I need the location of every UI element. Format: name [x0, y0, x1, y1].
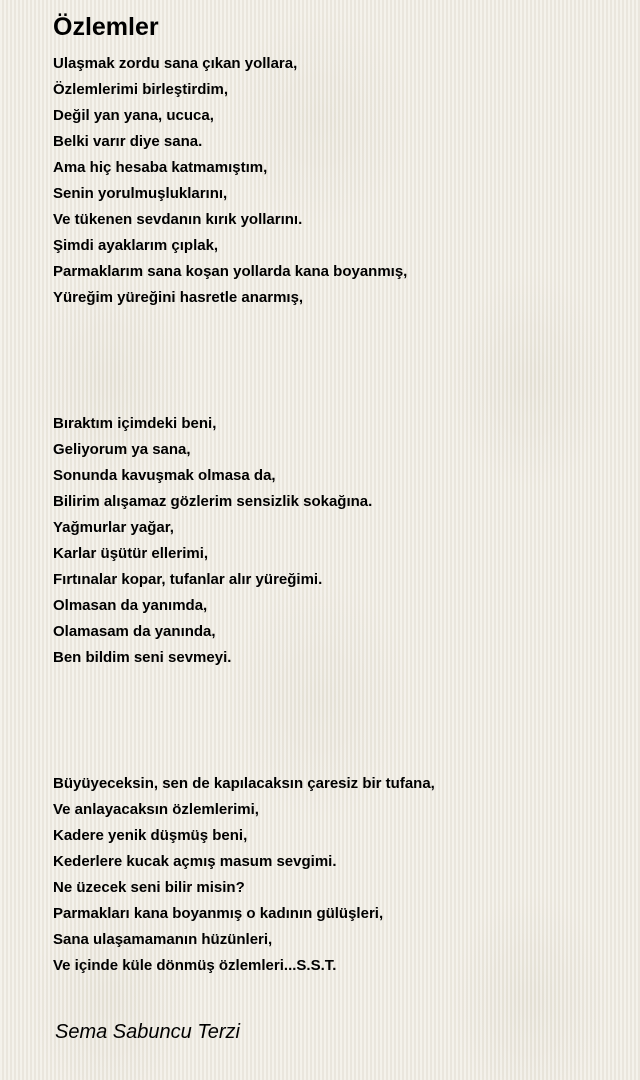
poem-line: Olmasan da yanımda, [53, 597, 208, 614]
poem-line: Şimdi ayaklarım çıplak, [53, 237, 219, 254]
poem-line: Özlemlerimi birleştirdim, [53, 81, 229, 98]
poem-line: Ve içinde küle dönmüş özlemleri...S.S.T. [53, 957, 337, 974]
poem-line: Bilirim alışamaz gözlerim sensizlik sokağına. [53, 493, 373, 510]
poem-line: Olamasam da yanında, [53, 623, 216, 640]
poem-line: Kadere yenik düşmüş beni, [53, 827, 248, 844]
poem-line: Karlar üşütür ellerimi, [53, 545, 209, 562]
poem-line: Değil yan yana, ucuca, [53, 107, 214, 124]
poem-line: Senin yorulmuşluklarını, [53, 185, 228, 202]
poem-title: Özlemler [53, 13, 159, 41]
poem-line: Bıraktım içimdeki beni, [53, 415, 217, 432]
poem-line: Ne üzecek seni bilir misin? [53, 879, 245, 896]
poem-line: Sana ulaşamamanın hüzünleri, [53, 931, 273, 948]
poem-line: Yüreğim yüreğini hasretle anarmış, [53, 289, 304, 306]
poem-line: Fırtınalar kopar, tufanlar alır yüreğimi. [53, 571, 323, 588]
poem-line: Parmakları kana boyanmış o kadının gülüşleri, [53, 905, 384, 922]
poem-line: Kederlere kucak açmış masum sevgimi. [53, 853, 337, 870]
poem-author: Sema Sabuncu Terzi [55, 1021, 240, 1043]
poem-line: Ve tükenen sevdanın kırık yollarını. [53, 211, 303, 228]
poem-line: Ama hiç hesaba katmamıştım, [53, 159, 268, 176]
poem-line: Belki varır diye sana. [53, 133, 203, 150]
poem-line: Ben bildim seni sevmeyi. [53, 649, 232, 666]
poem-line: Ulaşmak zordu sana çıkan yollara, [53, 55, 298, 72]
poem-line: Büyüyeceksin, sen de kapılacaksın çaresiz bir tufana, [53, 775, 435, 792]
poem-line: Sonunda kavuşmak olmasa da, [53, 467, 276, 484]
poem-line: Geliyorum ya sana, [53, 441, 191, 458]
poem-line: Parmaklarım sana koşan yollarda kana boyanmış, [53, 263, 408, 280]
stanza-3 [53, 771, 613, 979]
stanza-1 [53, 51, 613, 311]
poem-line: Ve anlayacaksın özlemlerimi, [53, 801, 259, 818]
stanza-2 [53, 411, 613, 671]
poem-line: Yağmurlar yağar, [53, 519, 174, 536]
